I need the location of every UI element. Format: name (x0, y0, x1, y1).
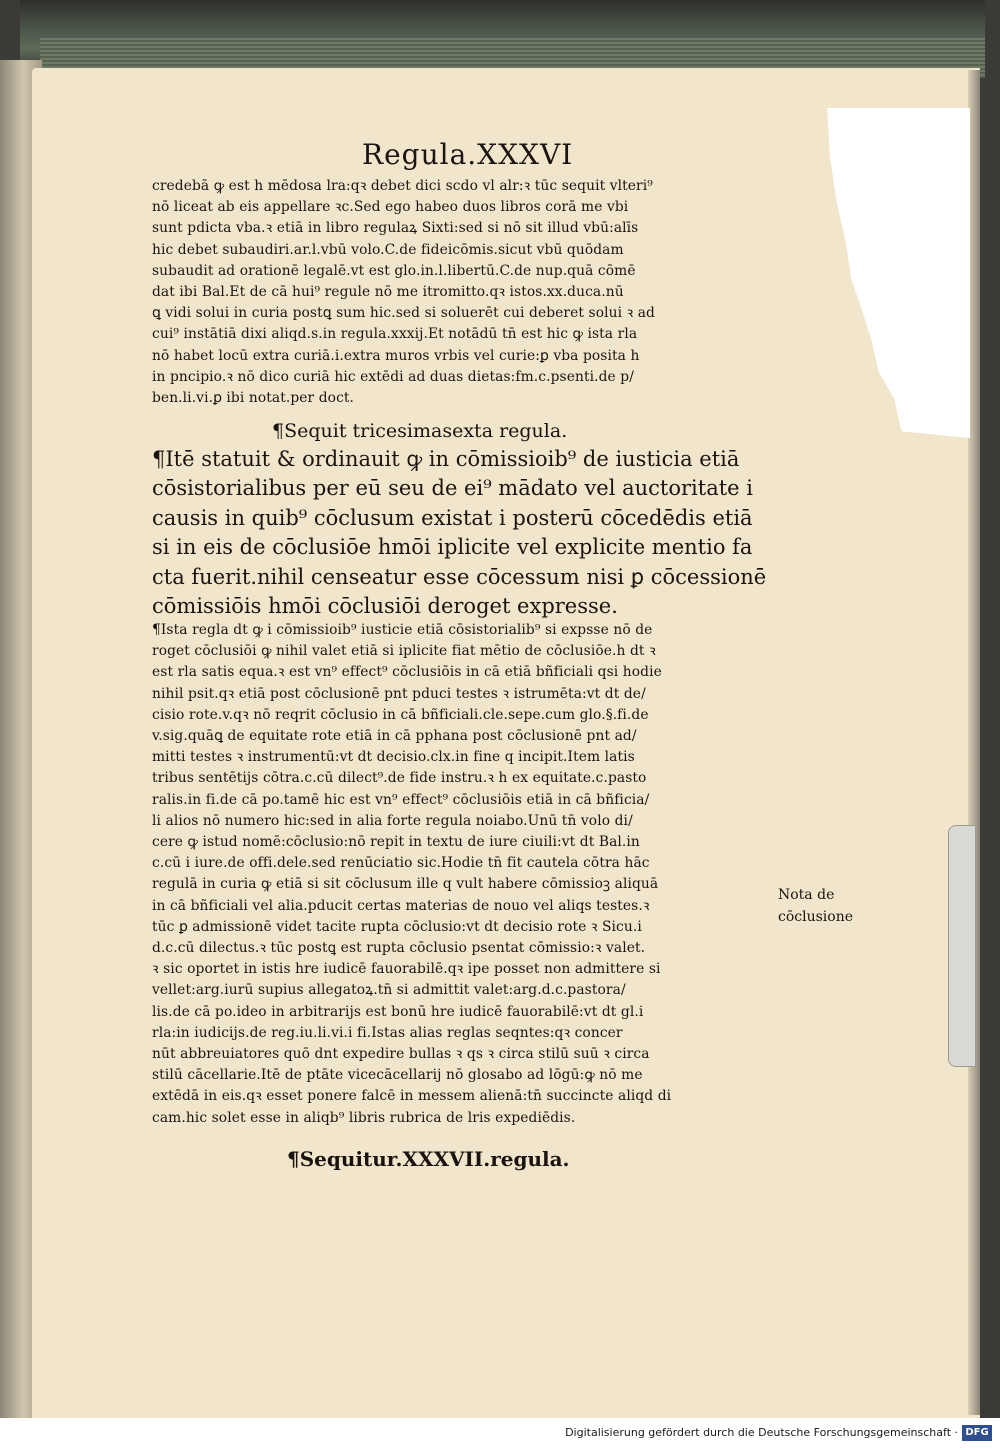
page-clip (948, 825, 976, 1067)
text-line: subaudit ad orationē legalē.vt est glo.in.l.libertū.C.de nup.quā cōmē (152, 262, 636, 279)
rule-line: cōmissiōis hmōi cōclusiōi deroget expresse. (152, 594, 618, 619)
text-line: ralis.in fi.de cā po.tamē hic est vn⁹ effect⁹ cōclusiōis etiā in cā bñficia/ (152, 791, 650, 808)
text-line: stilū cācellarie.Itē de ptāte vicecācellarij nō glosabo ad lōgū:ꝙ nō me (152, 1067, 643, 1084)
page-heading: Regula.XXXVI (362, 138, 574, 171)
text-line: ꝗ vidi solui in curia postꝗ sum hic.sed si soluerēt cui deberet solui ꝛ ad (152, 305, 655, 322)
text-line: hic debet subaudiri.ar.l.vbū volo.C.de fideicōmis.sicut vbū quōdam (152, 241, 624, 258)
text-line: sunt pdicta vba.ꝛ etiā in libro regulaꝝ Sixti:sed si nō sit illud vbū:alīs (152, 220, 639, 237)
rule-line: si in eis de cōclusiōe hmōi iplicite vel explicite mentio fa (152, 535, 753, 560)
rule-line: causis in quib⁹ cōclusum existat i posterū cōcedēdis etiā (152, 505, 753, 530)
text-line: v.sig.quāꝗ de equitate rote etiā in cā pphana post cōclusionē pnt ad/ (152, 728, 637, 745)
rule-line: cōsistorialibus per eū seu de ei⁹ mādato vel auctoritate i (152, 476, 753, 501)
text-line: in pncipio.ꝛ nō dico curiā hic extēdi ad duas dietas:fm.c.psenti.de p/ (152, 368, 634, 385)
margin-note (778, 884, 853, 928)
section-heading-37: ¶Sequitur.XXXVII.regula. (287, 1147, 570, 1171)
text-line: ꝛ sic oportet in istis hre iudicē fauorabilē.qꝛ ipe posset non admittere si (152, 961, 661, 978)
rule-line: cta fuerit.nihil censeatur esse cōcessum nisi ꝑ cōcessionē (152, 564, 767, 589)
text-line: cam.hic solet esse in aliqb⁹ libris rubrica de lris expediēdis. (152, 1109, 576, 1126)
section-heading-36: ¶Sequit tricesimasexta regula. (272, 420, 568, 442)
commentary-block-1 (152, 176, 655, 409)
text-line: credebā ꝙ est h mēdosa lra:qꝛ debet dici scdo vl alr:ꝛ tūc sequit vlteri⁹ (152, 178, 653, 194)
text-line: lis.de cā po.ideo in arbitrarijs est bonū hre iudicē fauorabilē:vt dt gl.i (152, 1003, 644, 1020)
text-line: tūc ꝑ admissionē videt tacite rupta cōclusio:vt dt decisio rote ꝛ Sicu.i (152, 918, 642, 935)
dfg-logo: DFG (962, 1425, 992, 1441)
text-line: d.c.cū dilectus.ꝛ tūc postꝗ est rupta cōclusio psentat cōmissio:ꝛ valet. (152, 940, 646, 957)
text-line: extēdā in eis.qꝛ esset ponere falcē in messem alienā:tn̄ succincte aliqd di (152, 1088, 672, 1105)
text-line: cui⁹ instātiā dixi aliqd.s.in regula.xxxij.Et notādū tn̄ est hic ꝙ ista rla (152, 326, 638, 343)
text-line: cere ꝙ istud nomē:cōclusio:nō repit in textu de iure ciuili:vt dt Bal.in (152, 834, 640, 851)
rule-text (152, 445, 766, 621)
rule-line: ¶Itē statuit & ordinauit ꝙ in cōmissioib⁹ de iusticia etiā (152, 447, 740, 471)
margin-note-line: cōclusione (778, 909, 853, 925)
text-line: rla:in iudicijs.de reg.iu.li.vi.i fi.Istas alias reglas seqntes:qꝛ concer (152, 1024, 623, 1041)
text-line: regulā in curia ꝙ etiā si sit cōclusum ille q vult habere cōmissioꝫ aliquā (152, 876, 659, 893)
text-line: dat ibi Bal.Et de cā hui⁹ regule nō me itromitto.qꝛ istos.xx.duca.nū (152, 284, 624, 301)
footer-credit: Digitalisierung gefördert durch die Deutsche Forschungsgemeinschaft · (565, 1426, 958, 1439)
text-line: in cā bñficiali vel alia.pducit certas materias de nouo vel aliqs testes.ꝛ (152, 897, 650, 914)
text-line: est rla satis equa.ꝛ est vn⁹ effect⁹ cōclusiōis in cā etiā bñficiali qsi hodie (152, 664, 662, 681)
text-line: vellet:arg.iurū supius allegatoꝝ.tn̄ si admittit valet:arg.d.c.pastora/ (152, 982, 626, 999)
text-line: ben.li.vi.ꝑ ibi notat.per doct. (152, 390, 355, 407)
commentary-block-2 (152, 620, 671, 1129)
text-line: tribus sentētijs cōtra.c.cū dilect⁹.de fide instru.ꝛ h ex equitate.c.pasto (152, 770, 647, 787)
text-line: cisio rote.v.qꝛ nō reqrit cōclusio in cā bñficiali.cle.sepe.cum glo.§.fi.de (152, 706, 649, 723)
text-line: nō habet locū extra curiā.i.extra muros vrbis vel curie:ꝑ vba posita h (152, 347, 640, 364)
text-line: li alios nō numero hic:sed in alia forte regula noiabo.Unū tn̄ volo di/ (152, 812, 633, 829)
footer-bar (0, 1418, 1000, 1450)
margin-note-line: Nota de (778, 887, 835, 903)
text-line: ¶Ista regla dt ꝙ i cōmissioib⁹ iusticie etiā cōsistorialib⁹ si expsse nō de (152, 622, 653, 638)
text-line: nihil psit.qꝛ etiā post cōclusionē pnt pduci testes ꝛ istrumēta:vt dt de/ (152, 685, 646, 702)
text-line: nūt abbreuiatores quō dnt expedire bullas ꝛ qs ꝛ circa stilū suū ꝛ circa (152, 1046, 650, 1063)
text-line: roget cōclusiōi ꝙ nihil valet etiā si iplicite fiat mētio de cōclusiōe.h dt ꝛ (152, 643, 656, 660)
text-line: c.cū i iure.de offi.dele.sed renūciatio sic.Hodie tn̄ fit cautela cōtra hāc (152, 855, 650, 872)
text-line: mitti testes ꝛ instrumentū:vt dt decisio.clx.in fine q incipit.Item latis (152, 749, 635, 766)
text-line: nō liceat ab eis appellare ꝛc.Sed ego habeo duos libros corā me vbi (152, 199, 629, 216)
